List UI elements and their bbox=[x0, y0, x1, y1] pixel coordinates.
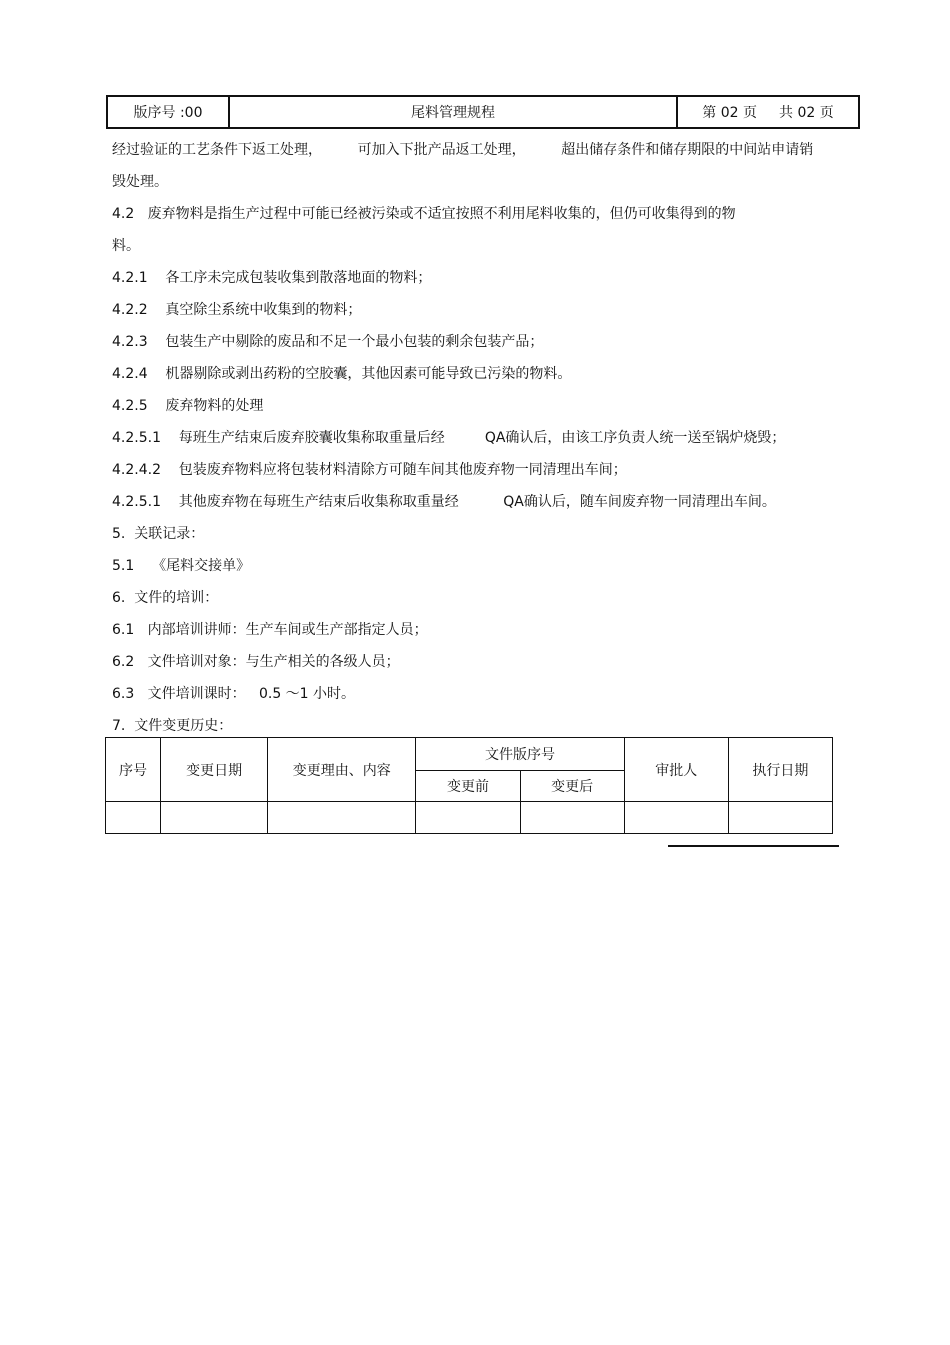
body-line: 4.2.4.2 包装废弃物料应将包装材料清除方可随车间其他废弃物一同清理出车间； bbox=[112, 462, 627, 478]
body-line: 经过验证的工艺条件下返工处理， 可加入下批产品返工处理， 超出储存条件和储存期限的中间站申请销 bbox=[112, 142, 814, 158]
table-row bbox=[106, 802, 833, 834]
end-rule bbox=[668, 845, 839, 847]
header-reason: 变更理由、内容 bbox=[268, 738, 416, 802]
page-label: 第 02 页 bbox=[702, 105, 757, 121]
header-version: 文件版序号 bbox=[416, 738, 624, 771]
body-line: 6.1 内部培训讲师：生产车间或生产部指定人员； bbox=[112, 622, 428, 638]
body-line: 料。 bbox=[112, 238, 140, 254]
body-line: 6.2 文件培训对象：与生产相关的各级人员； bbox=[112, 654, 400, 670]
header-seq: 序号 bbox=[106, 738, 161, 802]
body-line: 6.3 文件培训课时： 0.5 ～1 小时。 bbox=[112, 686, 356, 702]
body-line: 4.2.5.1 每班生产结束后废弃胶囊收集称取重量后经 QA确认后，由该工序负责人统一送至锅炉烧毁； bbox=[112, 430, 786, 446]
body-line: 4.2.2 真空除尘系统中收集到的物料； bbox=[112, 302, 362, 318]
cell-after bbox=[520, 802, 624, 834]
document-title: 尾料管理规程 bbox=[229, 96, 677, 128]
cell-seq bbox=[106, 802, 161, 834]
body-line: 4.2.1 各工序未完成包装收集到散落地面的物料； bbox=[112, 270, 432, 286]
body-line: 4.2.4 机器剔除或剥出药粉的空胶囊，其他因素可能导致已污染的物料。 bbox=[112, 366, 572, 382]
body-line: 毁处理。 bbox=[112, 174, 168, 190]
body-line: 4.2 废弃物料是指生产过程中可能已经被污染或不适宜按照不利用尾料收集的，但仍可收集得到的物 bbox=[112, 206, 736, 222]
header-approver: 审批人 bbox=[624, 738, 728, 802]
version-cell: 版序号 :00 bbox=[107, 96, 229, 128]
cell-effective bbox=[728, 802, 832, 834]
document-header bbox=[106, 95, 860, 129]
cell-date bbox=[161, 802, 268, 834]
change-history-table bbox=[105, 737, 833, 834]
header-after: 变更后 bbox=[520, 771, 624, 802]
section-heading: 5. 关联记录： bbox=[112, 526, 205, 542]
body-line: 4.2.3 包装生产中剔除的废品和不足一个最小包装的剩余包装产品； bbox=[112, 334, 544, 350]
total-pages-label: 共 02 页 bbox=[779, 105, 834, 121]
section-heading: 7. 文件变更历史： bbox=[112, 718, 233, 734]
section-heading: 6. 文件的培训： bbox=[112, 590, 219, 606]
header-before: 变更前 bbox=[416, 771, 520, 802]
cell-approver bbox=[624, 802, 728, 834]
cell-before bbox=[416, 802, 520, 834]
header-effective: 执行日期 bbox=[728, 738, 832, 802]
body-line: 4.2.5 废弃物料的处理 bbox=[112, 398, 264, 414]
header-date: 变更日期 bbox=[161, 738, 268, 802]
page-number-cell bbox=[677, 96, 859, 128]
cell-reason bbox=[268, 802, 416, 834]
body-line: 4.2.5.1 其他废弃物在每班生产结束后收集称取重量经 QA确认后，随车间废弃物一同清理出车间。 bbox=[112, 494, 776, 510]
body-line: 5.1 《尾料交接单》 bbox=[112, 558, 251, 574]
